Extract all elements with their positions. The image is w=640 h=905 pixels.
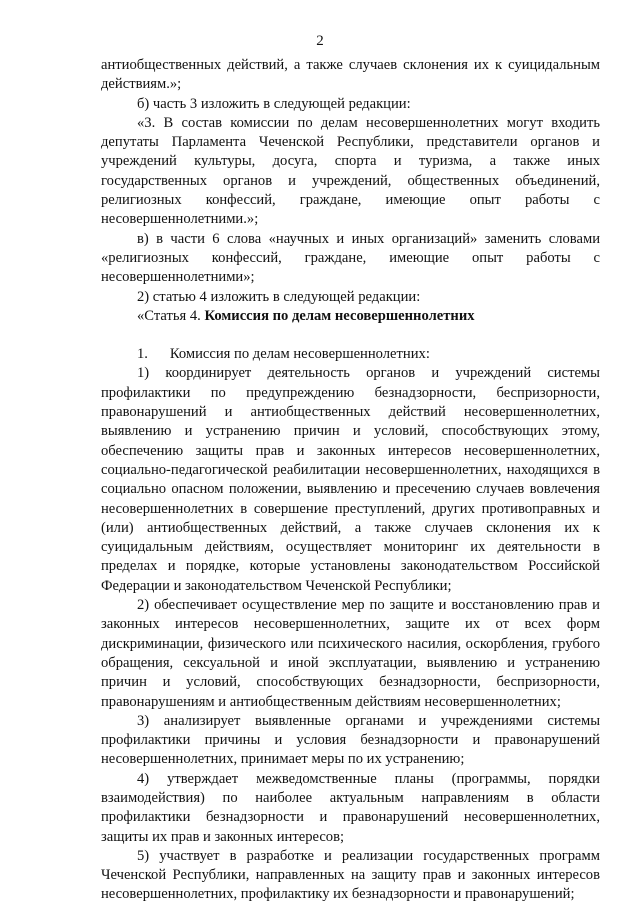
paragraph-amendment-v: в) в части 6 слова «научных и иных организаций» заменить словами «религиозных конфессий, граждане, имеющие опыт работы с несовершеннолетними»; [101,230,600,286]
article-heading-prefix: «Статья 4. [137,307,205,324]
item-1-intro: 1. Комиссия по делам несовершеннолетних: [137,346,430,363]
page-number: 2 [316,33,324,49]
paragraph-continuation: антиобщественных действий, а также случаев склонения их к суицидальным действиям.»; [101,57,600,93]
subitem-5: 5) участвует в разработке и реализации государственных программ Чеченской Республики, направленных на защиту прав и законных интересов несовершеннолетних, профилактику их безнадзорности и правонарушений; [101,847,600,903]
subitem-4: 4) утверждает межведомственные планы (программы, порядки взаимодействия) по наиболее актуальным направлениям в области профилактики безнадзорности и правонарушений несовершеннолетних, защиты их прав и законных интересов; [101,770,600,845]
article-heading [101,307,600,326]
document-body [101,56,600,905]
paragraph-amendment-b: б) часть 3 изложить в следующей редакции: [137,95,411,112]
subitem-2: 2) обеспечивает осуществление мер по защите и восстановлению прав и законных интересов несовершеннолетних, защите их от всех форм дискриминации, физического или психического насилия, оскорбления, грубого обращения, сексуальной и иной эксплуатации, выявлению и устранению причин и условий, способствующих безнадзорности, беспризорности, правонарушениям и антиобщественным действиям несовершеннолетних; [101,597,600,710]
subitem-3: 3) анализирует выявленные органами и учреждениями системы профилактики причины и условия безнадзорности и правонарушений несовершеннолетних, принимает меры по их устранению; [101,712,600,768]
paragraph-part3-text: «3. В состав комиссии по делам несовершеннолетних могут входить депутаты Парламента Чеченской Республики, представители органов и учреждений культуры, досуга, спорта и туризма, а также иных государственных органов и учреждений, общественных объединений, религиозных конфессий, граждане, имеющие опыт работы с несовершеннолетними.»; [101,114,600,228]
article-heading-title: Комиссия по делам несовершеннолетних [204,307,475,324]
subitem-1: 1) координирует деятельность органов и учреждений системы профилактики по предупреждению безнадзорности, беспризорности, правонарушений и антиобщественных действий несовершеннолетних, выявлению и устранению причин и условий, способствующих этому, обеспечению защиты прав и законных интересов несовершеннолетних, социально-педагогической реабилитации несовершеннолетних, находящихся в социально опасном положении, выявлению и пресечению случаев вовлечения несовершеннолетних в совершение преступлений, других противоправных и (или) антиобщественных действий, а также случаев склонения их к суицидальным действиям, осуществляет мониторинг их деятельности в пределах и порядке, которые установлены законодательством Российской Федерации и законодательством Чеченской Республики; [101,365,600,594]
paragraph-article4-intro: 2) статью 4 изложить в следующей редакции: [137,288,421,305]
